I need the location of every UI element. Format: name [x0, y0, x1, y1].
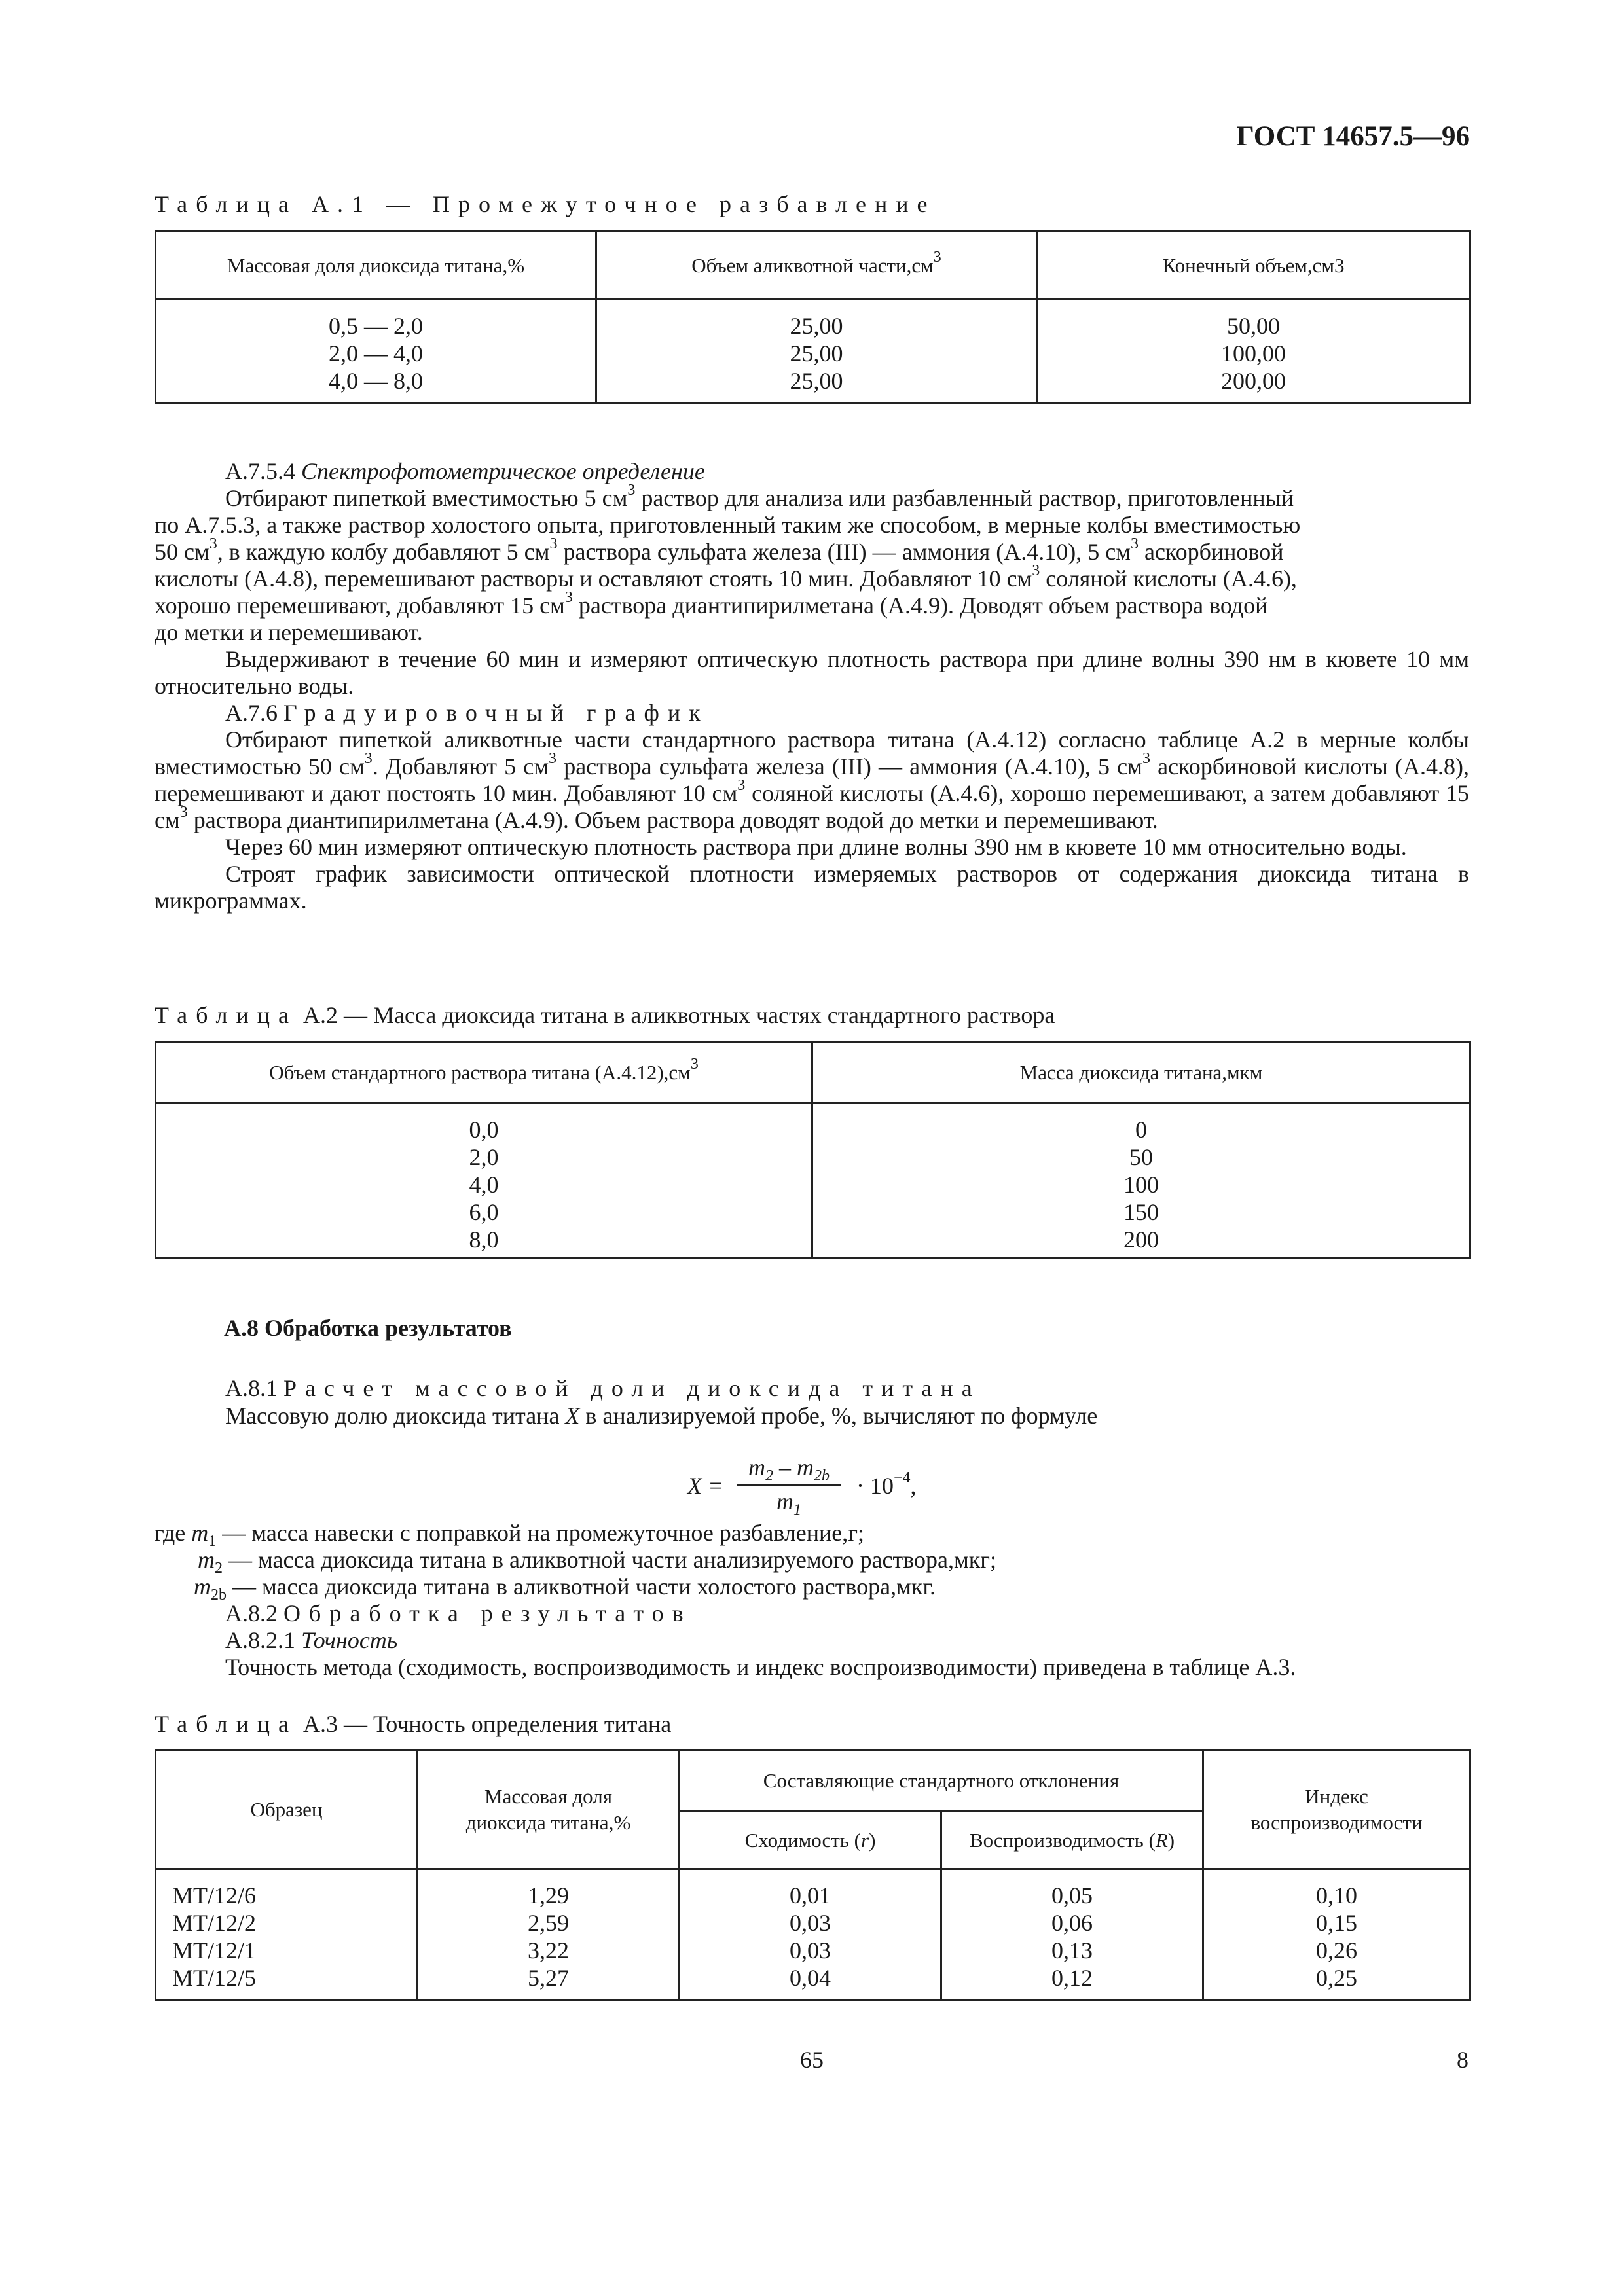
- table-a2: [155, 1041, 1471, 1259]
- table-a2-header-row: [156, 1042, 1470, 1103]
- section-a754: А.7.5.4 Спектрофотометрическое определение Отбирают пипеткой вместимостью 5 $см^3$ раствор для анализа или разбавленный раствор, приготовленный по А.7.5.3, а также раствор холостого опыта, приготовленный таким же способом, в мерные колбы вместимостью 50 $см^3$, в каждую колбу добавляют 5 $см^3$ раствора сульфата железа (III) — аммония (А.4.10), 5 $см^3$ аскорбиновой кислоты (А.4.8), перемешивают растворы и оставляют стоять 10 мин. Добавляют 10 $см^3$ соляной кислоты (А.4.6), хорошо перемешивают, добавляют 15 $см^3$ раствора диантипирилметана (А.4.9). Доводят объем раствора водой до метки и перемешивают. Выдерживают в течение 60 мин и измеряют оптическую плотность раствора при длине волны 390 нм в кювете 10 мм относительно воды.: [155, 458, 1469, 699]
- table-a2-header-mass: Масса диоксида титана,мкм: [812, 1042, 1470, 1103]
- table-a2-caption: Таблица А.2 — Масса диоксида титана в аликвотных частях стандартного раствора: [155, 1002, 1055, 1028]
- section-a81-heading: А.8.1 Расчет массовой доли диоксида титана: [225, 1375, 981, 1401]
- formula-numerator: $m_2 - m_{2b}$: [737, 1454, 841, 1486]
- formula-lhs: X =: [687, 1473, 724, 1499]
- table-a2-col-volume: 0,0 2,0 4,0 6,0 8,0: [156, 1103, 812, 1258]
- definition-m2b: $m_{2b}$ — масса диоксида титана в аликвотной части холостого раствора,мкг.: [194, 1573, 936, 1604]
- table-a1-header-row: [156, 232, 1470, 300]
- document-code: ГОСТ 14657.5—96: [1236, 121, 1470, 152]
- table-a3-col-convergence: 0,01 0,03 0,03 0,04: [680, 1869, 941, 2000]
- table-a3-header-row-1: [156, 1750, 1470, 1812]
- table-a3-header-reproducibility: Воспроизводимость (R): [941, 1812, 1203, 1869]
- table-a3-col-sample: МТ/12/6 МТ/12/2 МТ/12/1 МТ/12/5: [156, 1869, 418, 2000]
- table-a3-header-mass: Массовая доля диоксида титана,%: [418, 1750, 680, 1869]
- page-number-right: 8: [1457, 2047, 1468, 2073]
- section-a76-para1: Отбирают пипеткой аликвотные части стандартного раствора титана (А.4.12) согласно таблице А.2 в мерные колбы вместимостью 50 $см^3$. Добавляют 5 $см^3$ раствора сульфата железа (III) — аммония (А.4.10), 5 $см^3$ аскорбиновой кислоты (А.4.8), перемешивают и дают постоять 10 мин. Добавляют 10 $см^3$ соляной кислоты (А.4.6), хорошо перемешивают, а затем добавляют 15 $см^3$ раствора диантипирилметана (А.4.9). Объем раствора доводят водой до метки и перемешивают.: [155, 726, 1470, 833]
- definition-m2: $m_2$ — масса диоксида титана в аликвотной части анализируемого раствора,мкг;: [198, 1547, 997, 1577]
- section-a76-heading: А.7.6 Градуировочный график: [225, 700, 709, 726]
- section-a821-text: Точность метода (сходимость, воспроизводимость и индекс воспроизводимости) приведена в таблице А.3.: [225, 1654, 1296, 1680]
- section-a81-text: Массовую долю диоксида титана X в анализируемой пробе, %, вычисляют по формуле: [225, 1403, 1098, 1429]
- table-a1-header-mass: Массовая доля диоксида титана,%: [156, 232, 596, 300]
- table-a3: [155, 1749, 1471, 2001]
- table-a3-header-index: Индекс воспроизводимости: [1203, 1750, 1470, 1869]
- formula-tail: · $10^{-4}$,: [856, 1469, 917, 1499]
- section-a76-para3: Строят график зависимости оптической плотности измеряемых растворов от содержания диоксида титана в микрограммах.: [155, 861, 1469, 914]
- table-a3-col-reproducibility: 0,05 0,06 0,13 0,12: [941, 1869, 1203, 2000]
- section-a76-para2: Через 60 мин измеряют оптическую плотность раствора при длине волны 390 нм в кювете 10 мм относительно воды.: [225, 834, 1407, 860]
- table-a3-header-sample: Образец: [156, 1750, 418, 1869]
- table-a1-col-mass: 0,5 — 2,0 2,0 — 4,0 4,0 — 8,0: [156, 300, 596, 403]
- formula-denominator: $m_1$: [776, 1488, 801, 1519]
- table-a3-col-mass: 1,29 2,59 3,22 5,27: [418, 1869, 680, 2000]
- definition-m1: где $m_1$ — масса навески с поправкой на промежуточное разбавление,г;: [155, 1520, 865, 1551]
- section-a754-heading: А.7.5.4 Спектрофотометрическое определение: [225, 458, 705, 484]
- table-a2-header-volume: Объем стандартного раствора титана $(А.4.12),см^3$: [156, 1042, 812, 1103]
- section-a8-title: А.8 Обработка результатов: [224, 1315, 512, 1341]
- formula: [687, 1454, 949, 1526]
- page-number-center: 65: [800, 2047, 824, 2073]
- table-row: [156, 1869, 1470, 2000]
- table-a2-col-mass: 0 50 100 150 200: [812, 1103, 1470, 1258]
- table-a1-header-aliquot: Объем аликвотной $части,см^3$: [596, 232, 1037, 300]
- table-row: [156, 1103, 1470, 1258]
- table-a1-header-final: Конечный объем,см3: [1037, 232, 1470, 300]
- table-a1-caption: Таблица А.1 — Промежуточное разбавление: [155, 191, 936, 217]
- section-a754-para2: Выдерживают в течение 60 мин и измеряют оптическую плотность раствора при длине волны 390 нм в кювете 10 мм относительно воды.: [155, 646, 1469, 699]
- table-a3-header-group: Составляющие стандартного отклонения: [680, 1750, 1203, 1812]
- section-a76: [155, 700, 1469, 914]
- table-a1-col-aliquot: 25,00 25,00 25,00: [596, 300, 1037, 403]
- section-a821-heading: А.8.2.1 Точность: [225, 1627, 398, 1653]
- section-a82-heading: А.8.2 Обработка результатов: [225, 1600, 692, 1626]
- table-a1: [155, 230, 1471, 404]
- formula-fraction: [737, 1454, 841, 1519]
- table-a3-col-index: 0,10 0,15 0,26 0,25: [1203, 1869, 1470, 2000]
- table-a3-caption: Таблица А.3 — Точность определения титана: [155, 1711, 672, 1737]
- table-a3-header-convergence: Сходимость (r): [680, 1812, 941, 1869]
- table-row: [156, 300, 1470, 403]
- table-a1-col-final: 50,00 100,00 200,00: [1037, 300, 1470, 403]
- definitions: [155, 1520, 1469, 1681]
